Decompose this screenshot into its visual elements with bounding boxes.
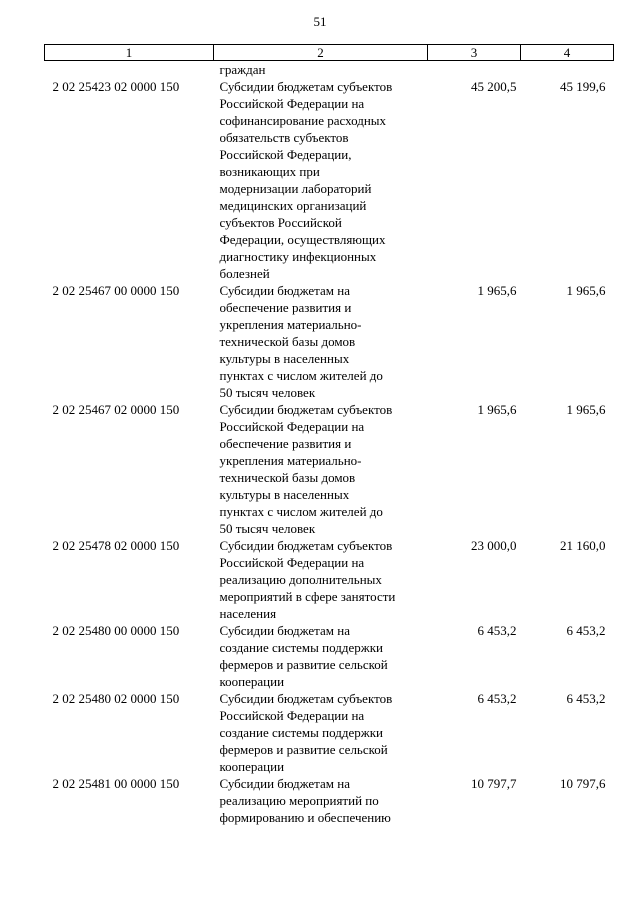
description-line: обеспечение развития и	[219, 436, 352, 451]
amount-col4-cell: 6 453,2	[566, 691, 606, 706]
table-row	[45, 690, 614, 775]
table-row	[45, 537, 614, 622]
amount-col4-cell: 45 199,6	[560, 79, 606, 94]
budget-code-cell: 2 02 25423 02 0000 150	[52, 79, 180, 94]
description-line: 50 тысяч человек	[219, 385, 316, 400]
description-line: технической базы домов	[219, 334, 356, 349]
description-line: технической базы домов	[219, 470, 356, 485]
amount-col3-cell: 45 200,5	[471, 79, 517, 94]
description-line: Российской Федерации на	[219, 96, 365, 111]
amount-col3-cell: 6 453,2	[477, 623, 517, 638]
header-col-4: 4	[521, 45, 614, 61]
description-line: фермеров и развитие сельской	[219, 742, 388, 757]
table-header	[45, 45, 614, 61]
description-line: создание системы поддержки	[219, 640, 383, 655]
table-row	[45, 78, 614, 282]
amount-col3-cell: 1 965,6	[477, 402, 517, 417]
description-cell	[214, 401, 428, 537]
description-line: пунктах с числом жителей до	[219, 368, 383, 383]
description-line: субъектов Российской	[219, 215, 342, 230]
budget-code-cell: 2 02 25480 02 0000 150	[52, 691, 180, 706]
continuation-col3-cell	[428, 61, 521, 79]
amount-col3-cell: 1 965,6	[477, 283, 517, 298]
table-row	[45, 775, 614, 826]
continuation-text: граждан	[219, 62, 266, 77]
description-line: формированию и обеспечению	[219, 810, 391, 825]
description-line: создание системы поддержки	[219, 725, 383, 740]
budget-code-cell: 2 02 25467 00 0000 150	[52, 283, 180, 298]
description-cell	[214, 537, 428, 622]
description-line: мероприятий в сфере занятости	[219, 589, 396, 604]
description-line: Федерации, осуществляющих	[219, 232, 386, 247]
description-line: диагностику инфекционных	[219, 249, 377, 264]
description-line: медицинских организаций	[219, 198, 367, 213]
description-line: укрепления материально-	[219, 453, 362, 468]
table-body	[45, 61, 614, 827]
amount-col4-cell: 10 797,6	[560, 776, 606, 791]
amount-col3-cell: 10 797,7	[471, 776, 517, 791]
header-row	[45, 45, 614, 61]
description-cell	[214, 775, 428, 826]
table-row	[45, 622, 614, 690]
description-cell	[214, 78, 428, 282]
description-line: кооперации	[219, 674, 285, 689]
budget-code-cell: 2 02 25481 00 0000 150	[52, 776, 180, 791]
description-line: модернизации лабораторий	[219, 181, 372, 196]
description-line: болезней	[219, 266, 270, 281]
description-cell	[214, 690, 428, 775]
header-col-3: 3	[428, 45, 521, 61]
budget-code-cell: 2 02 25467 02 0000 150	[52, 402, 180, 417]
table-row	[45, 282, 614, 401]
description-line: фермеров и развитие сельской	[219, 657, 388, 672]
description-cell	[214, 622, 428, 690]
description-line: культуры в населенных	[219, 351, 350, 366]
continuation-name-cell	[214, 61, 428, 79]
description-line: софинансирование расходных	[219, 113, 387, 128]
description-line: Российской Федерации на	[219, 708, 365, 723]
description-line: Субсидии бюджетам субъектов	[219, 538, 393, 553]
amount-col4-cell: 21 160,0	[560, 538, 606, 553]
budget-code-cell: 2 02 25480 00 0000 150	[52, 623, 180, 638]
continuation-code-cell	[45, 61, 214, 79]
budget-table	[44, 44, 614, 826]
description-line: Субсидии бюджетам субъектов	[219, 402, 393, 417]
amount-col3-cell: 23 000,0	[471, 538, 517, 553]
description-line: реализацию дополнительных	[219, 572, 382, 587]
description-line: возникающих при	[219, 164, 320, 179]
amount-col3-cell: 6 453,2	[477, 691, 517, 706]
description-line: культуры в населенных	[219, 487, 350, 502]
page-number: 51	[313, 14, 327, 29]
description-line: 50 тысяч человек	[219, 521, 316, 536]
description-line: Субсидии бюджетам субъектов	[219, 691, 393, 706]
description-line: Российской Федерации на	[219, 419, 365, 434]
amount-col4-cell: 1 965,6	[566, 402, 606, 417]
budget-code-cell: 2 02 25478 02 0000 150	[52, 538, 180, 553]
description-line: населения	[219, 606, 277, 621]
description-line: кооперации	[219, 759, 285, 774]
header-col-2: 2	[214, 45, 428, 61]
description-line: Субсидии бюджетам на	[219, 283, 350, 298]
description-line: Субсидии бюджетам на	[219, 623, 350, 638]
description-line: Российской Федерации,	[219, 147, 352, 162]
description-line: реализацию мероприятий по	[219, 793, 379, 808]
description-cell	[214, 282, 428, 401]
header-col-1: 1	[45, 45, 214, 61]
amount-col4-cell: 6 453,2	[566, 623, 606, 638]
description-line: Российской Федерации на	[219, 555, 365, 570]
description-line: Субсидии бюджетам на	[219, 776, 350, 791]
continuation-col4-cell	[521, 61, 614, 79]
amount-col4-cell: 1 965,6	[566, 283, 606, 298]
continuation-row	[45, 61, 614, 79]
table-row	[45, 401, 614, 537]
description-line: обеспечение развития и	[219, 300, 352, 315]
description-line: пунктах с числом жителей до	[219, 504, 383, 519]
description-line: обязательств субъектов	[219, 130, 349, 145]
description-line: укрепления материально-	[219, 317, 362, 332]
description-line: Субсидии бюджетам субъектов	[219, 79, 393, 94]
